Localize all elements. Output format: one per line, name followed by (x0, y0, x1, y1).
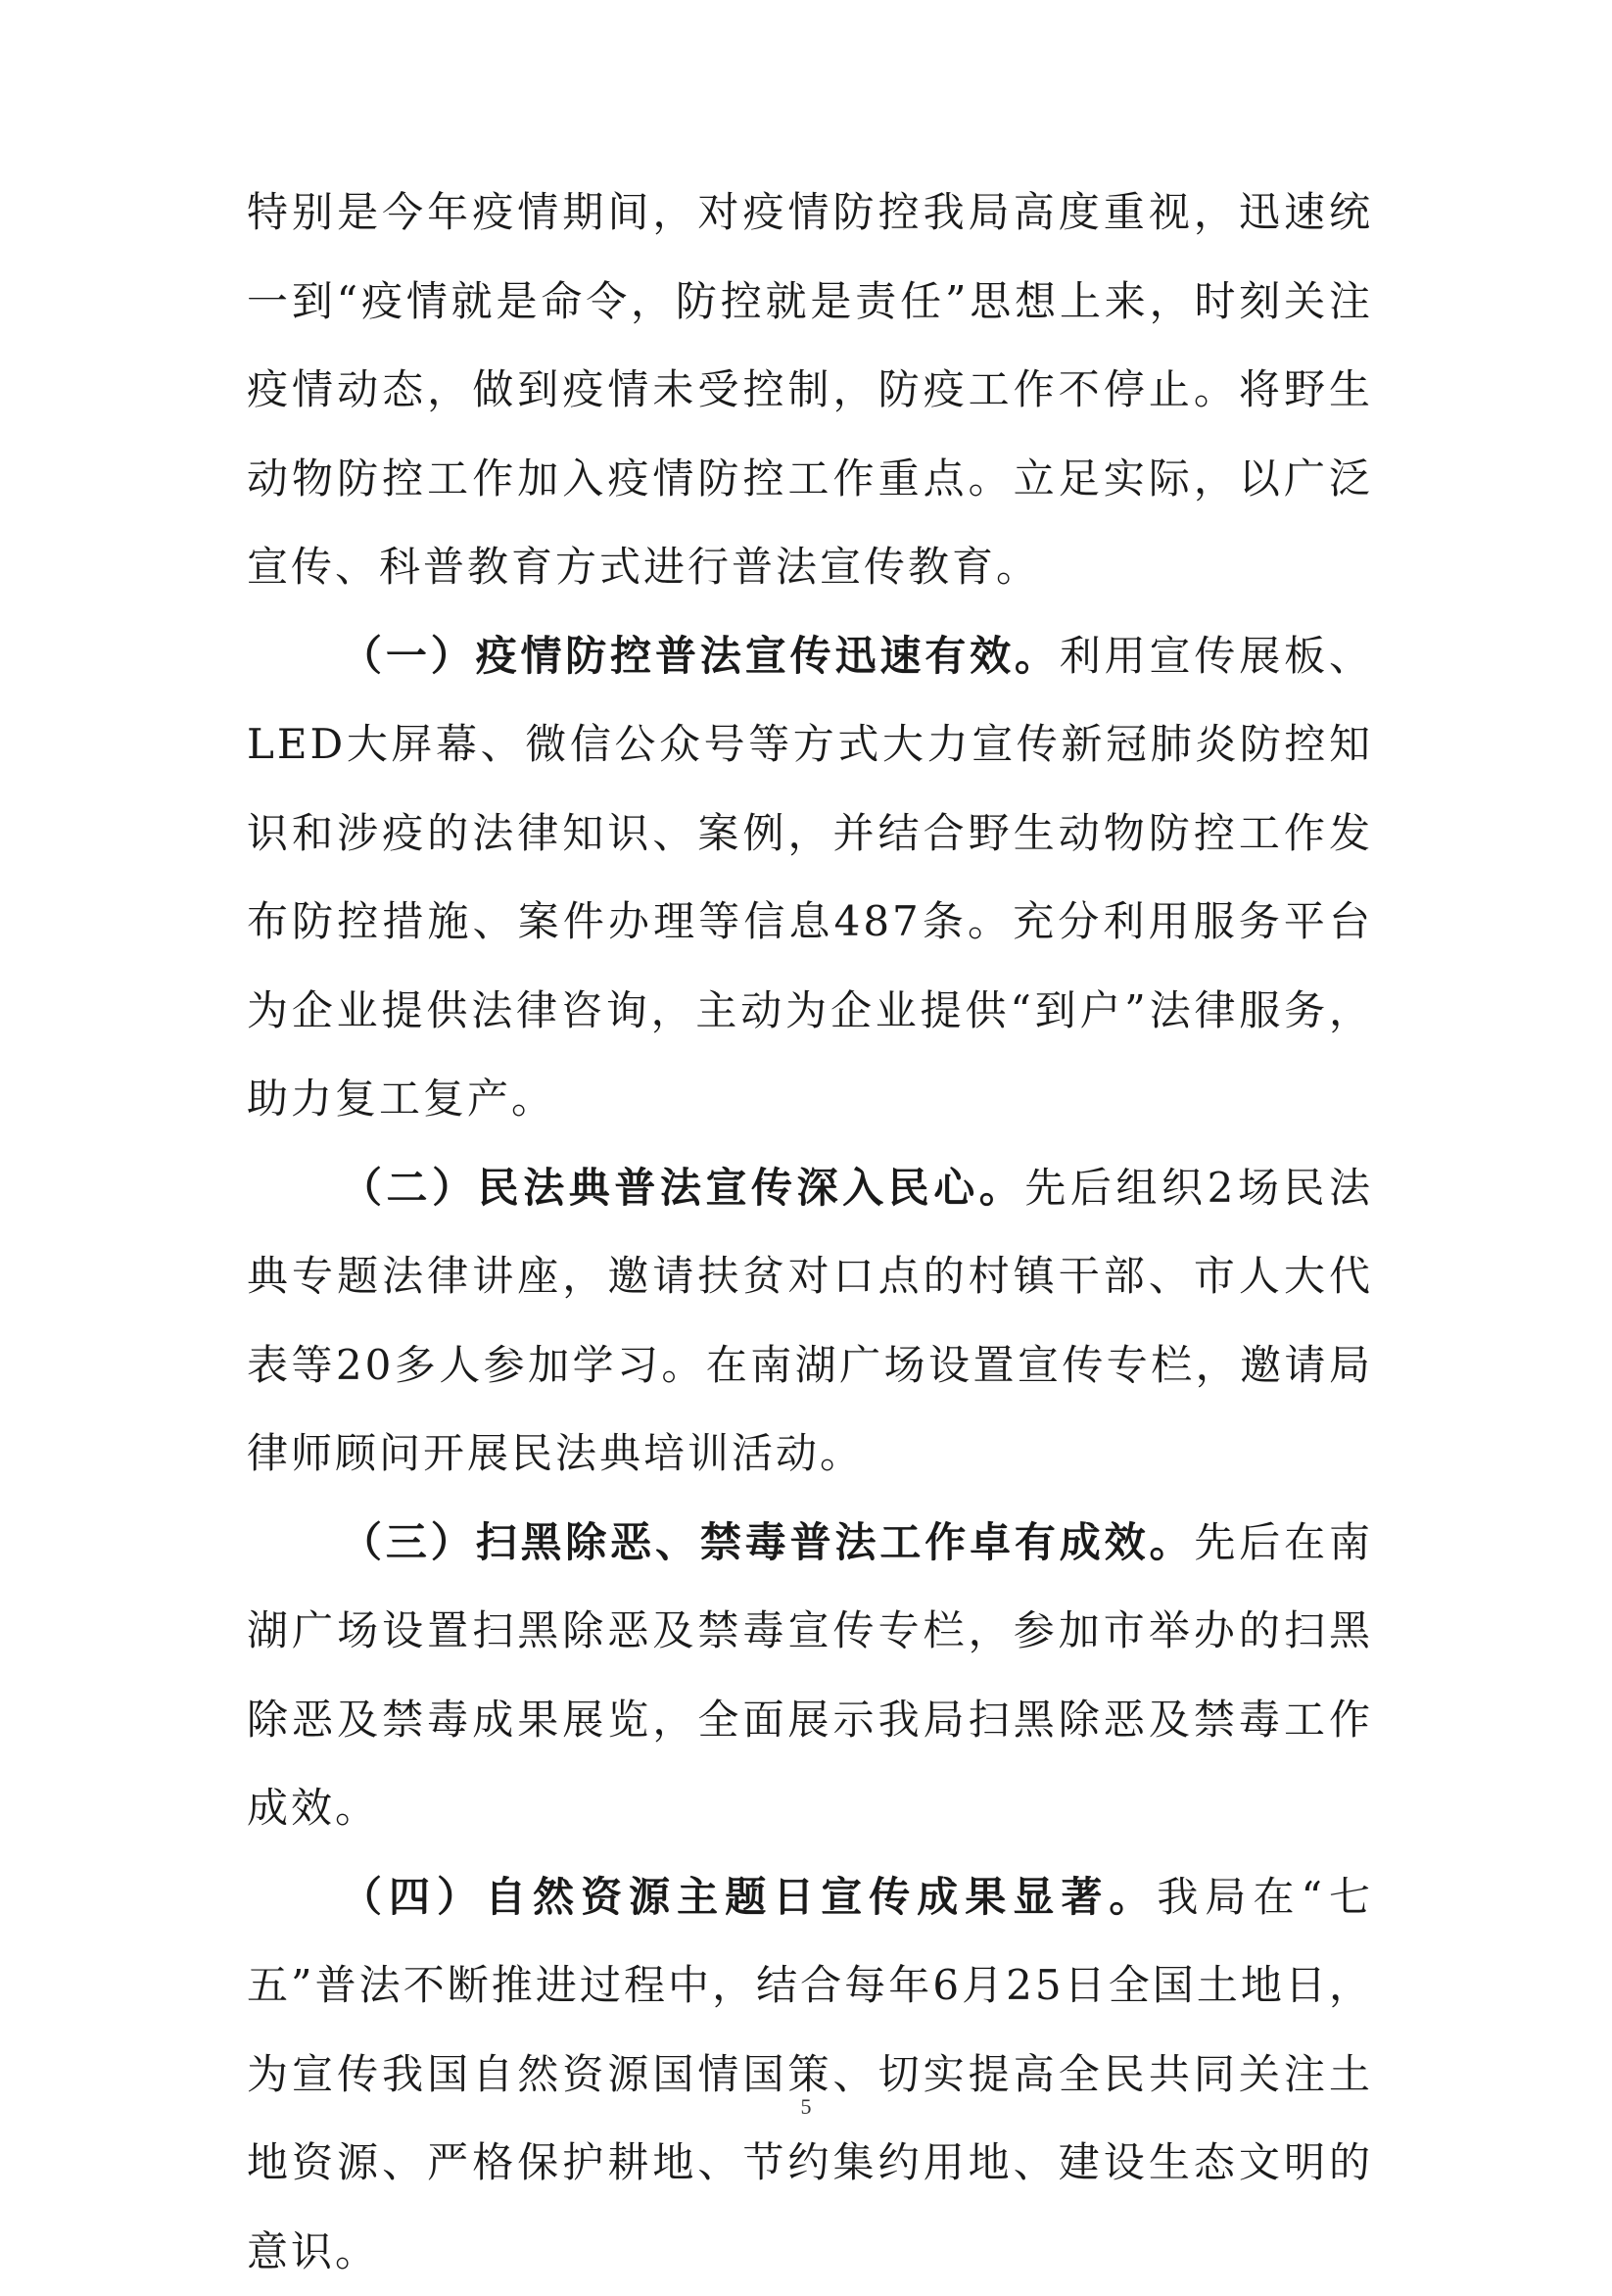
section-heading: （三）扫黑除恶、禁毒普法工作卓有成效。 (341, 1518, 1194, 1566)
paragraph-text: 先后在南湖广场设置扫黑除恶及禁毒宣传专栏，参加市举办的扫黑除恶及禁毒成果展览，全面展示我局扫黑除恶及禁毒工作成效。 (247, 1518, 1373, 1833)
paragraph-intro (247, 168, 1373, 612)
section-heading: （二）民法典普法宣传深入民心。 (341, 1164, 1024, 1212)
paragraph-text: 我局在“七五”普法不断推进过程中，结合每年6月25日全国土地日，为宣传我国自然资源国情国策、切实提高全民共同关注土地资源、严格保护耕地、节约集约用地、建设生态文明的意识。 (247, 1873, 1373, 2275)
section-heading: （一）疫情防控普法宣传迅速有效。 (341, 632, 1060, 680)
paragraph-section-4 (247, 1853, 1373, 2296)
document-body (247, 168, 1373, 2296)
section-heading: （四）自然资源主题日宣传成果显著。 (341, 1873, 1157, 1921)
paragraph-text: 利用宣传展板、LED大屏幕、微信公众号等方式大力宣传新冠肺炎防控知识和涉疫的法律知识、案例，并结合野生动物防控工作发布防控措施、案件办理等信息487条。充分利用服务平台为企业提供法律咨询，主动为企业提供“到户”法律服务，助力复工复产。 (247, 632, 1373, 1124)
paragraph-text: 先后组织2场民法典专题法律讲座，邀请扶贫对口点的村镇干部、市人大代表等20多人参加学习。在南湖广场设置宣传专栏，邀请局律师顾问开展民法典培训活动。 (247, 1164, 1373, 1478)
paragraph-section-1 (247, 612, 1373, 1144)
paragraph-section-3 (247, 1499, 1373, 1853)
page-number: 5 (0, 2094, 1612, 2120)
paragraph-text: 特别是今年疫情期间，对疫情防控我局高度重视，迅速统一到“疫情就是命令，防控就是责任”思想上来，时刻关注疫情动态，做到疫情未受控制，防疫工作不停止。将野生动物防控工作加入疫情防控工作重点。立足实际，以广泛宣传、科普教育方式进行普法宣传教育。 (247, 188, 1373, 591)
paragraph-section-2 (247, 1144, 1373, 1499)
